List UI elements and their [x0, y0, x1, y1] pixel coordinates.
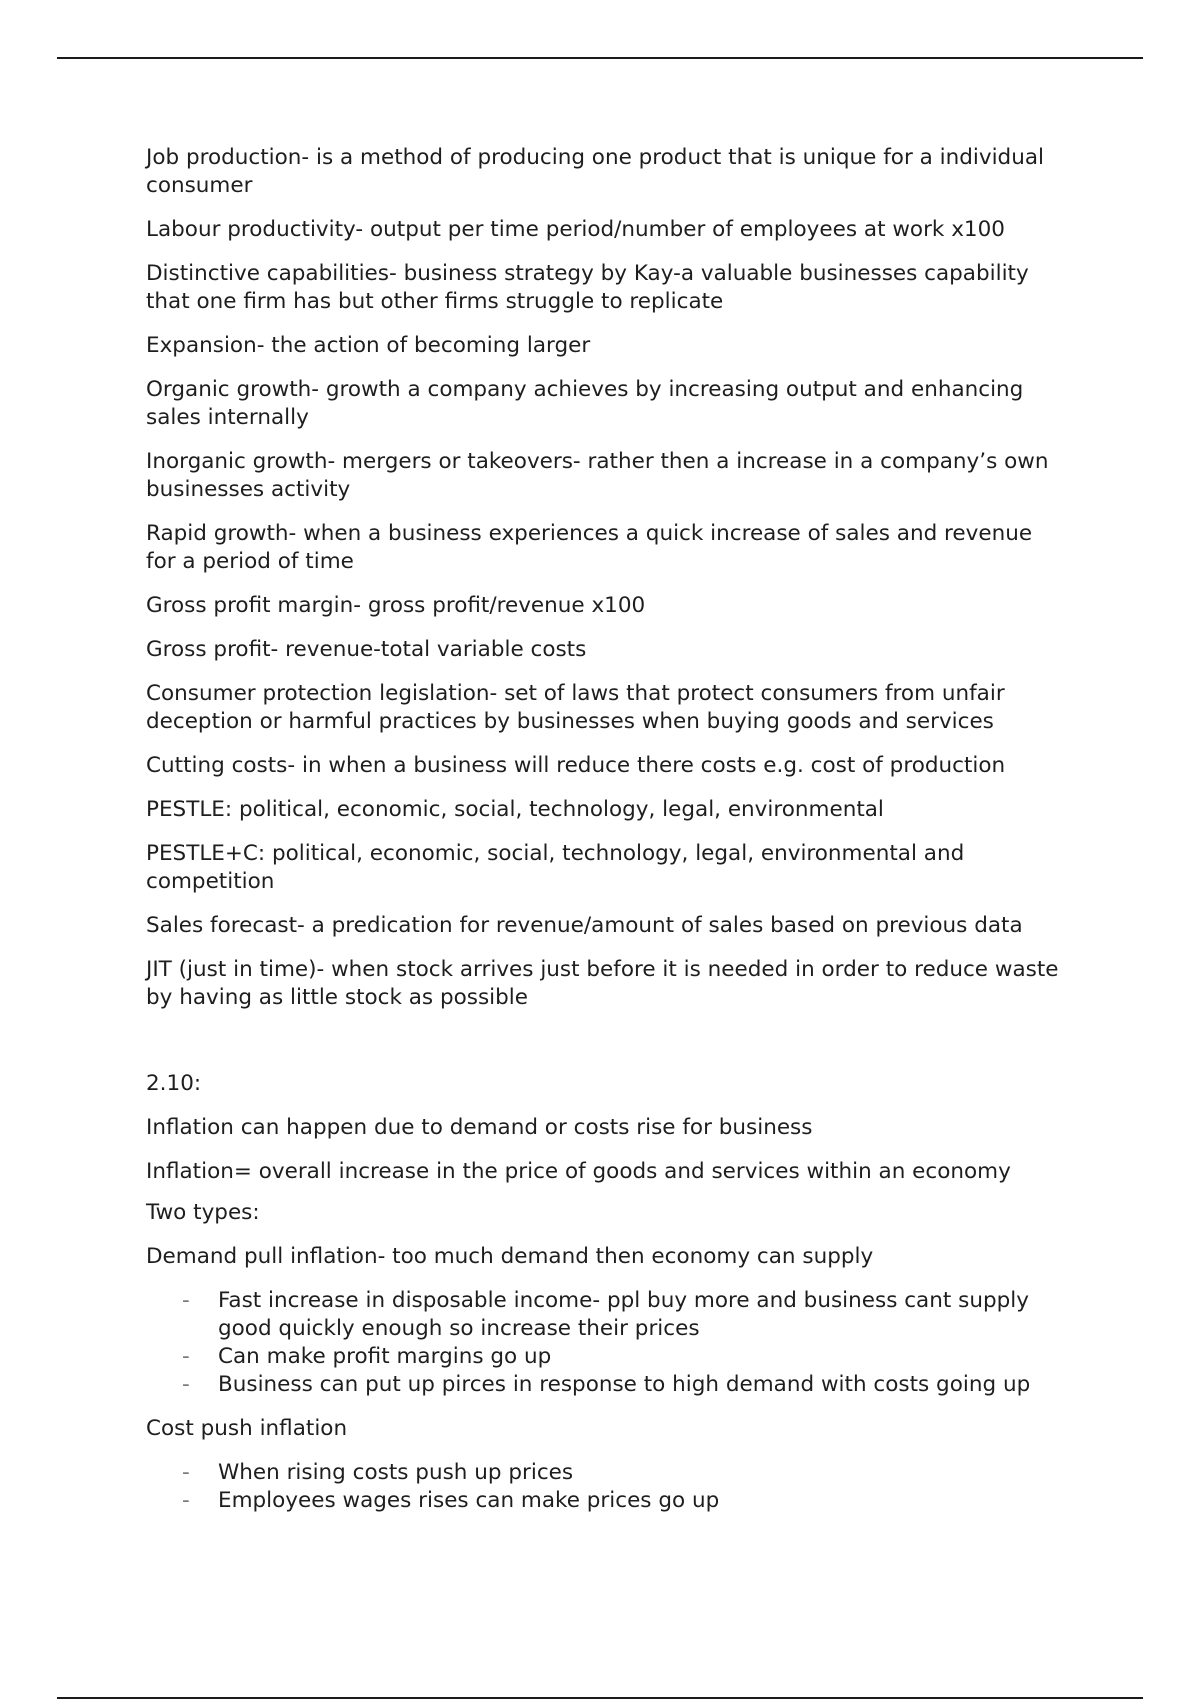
document-body — [146, 144, 1066, 1531]
list-item-text: When rising costs push up prices — [218, 1460, 574, 1485]
dash-bullet: - — [182, 1460, 190, 1485]
definition-gross-profit: Gross profit- revenue-total variable costs — [146, 637, 587, 662]
inflation-types-label: Two types: — [146, 1200, 260, 1225]
footer-rule — [57, 1697, 1143, 1699]
cost-push-list — [146, 1459, 1066, 1515]
definition-organic-growth: Organic growth- growth a company achieves by increasing output and enhancing sales internally — [146, 377, 1024, 430]
definition-pestle: PESTLE: political, economic, social, technology, legal, environmental — [146, 797, 884, 822]
header-rule — [57, 57, 1143, 59]
definition-rapid-growth: Rapid growth- when a business experiences a quick increase of sales and revenue for a period of time — [146, 521, 1033, 574]
definition-gross-profit-margin: Gross profit margin- gross profit/revenue x100 — [146, 593, 646, 618]
list-item — [182, 1487, 1066, 1515]
definition-sales-forecast: Sales forecast- a predication for revenue/amount of sales based on previous data — [146, 913, 1023, 938]
demand-pull-list — [146, 1287, 1066, 1399]
definition-consumer-protection: Consumer protection legislation- set of laws that protect consumers from unfair deception or harmful practices by businesses when buying goods and services — [146, 681, 1005, 734]
definition-cutting-costs: Cutting costs- in when a business will reduce there costs e.g. cost of production — [146, 753, 1006, 778]
list-item — [182, 1287, 1066, 1343]
section-spacer — [146, 1028, 1066, 1070]
list-item — [182, 1343, 1066, 1371]
demand-pull-title: Demand pull inflation- too much demand then economy can supply — [146, 1244, 874, 1269]
cost-push-title: Cost push inflation — [146, 1416, 348, 1441]
list-item-text: Employees wages rises can make prices go up — [218, 1488, 720, 1513]
list-item-text: Business can put up pirces in response to high demand with costs going up — [218, 1372, 1031, 1397]
definition-jit: JIT (just in time)- when stock arrives just before it is needed in order to reduce waste by having as little stock as possible — [146, 957, 1059, 1010]
dash-bullet: - — [182, 1344, 190, 1369]
dash-bullet: - — [182, 1372, 190, 1397]
section-heading: 2.10: — [146, 1071, 202, 1096]
definition-expansion: Expansion- the action of becoming larger — [146, 333, 591, 358]
list-item — [182, 1459, 1066, 1487]
list-item-text: Fast increase in disposable income- ppl buy more and business cant supply good quickly enough so increase their prices — [218, 1288, 1029, 1341]
definition-pestle-c: PESTLE+C: political, economic, social, technology, legal, environmental and competition — [146, 841, 965, 894]
definition-job-production: Job production- is a method of producing one product that is unique for a individual consumer — [146, 145, 1044, 198]
dash-bullet: - — [182, 1288, 190, 1313]
list-item-text: Can make profit margins go up — [218, 1344, 552, 1369]
definition-distinctive-capabilities: Distinctive capabilities- business strategy by Kay-a valuable businesses capability that one firm has but other firms struggle to replicate — [146, 261, 1029, 314]
inflation-definition: Inflation= overall increase in the price of goods and services within an economy — [146, 1159, 1011, 1184]
definition-labour-productivity: Labour productivity- output per time period/number of employees at work x100 — [146, 217, 1005, 242]
definition-inorganic-growth: Inorganic growth- mergers or takeovers- rather then a increase in a company’s own businesses activity — [146, 449, 1049, 502]
inflation-intro: Inflation can happen due to demand or costs rise for business — [146, 1115, 813, 1140]
dash-bullet: - — [182, 1488, 190, 1513]
list-item — [182, 1371, 1066, 1399]
